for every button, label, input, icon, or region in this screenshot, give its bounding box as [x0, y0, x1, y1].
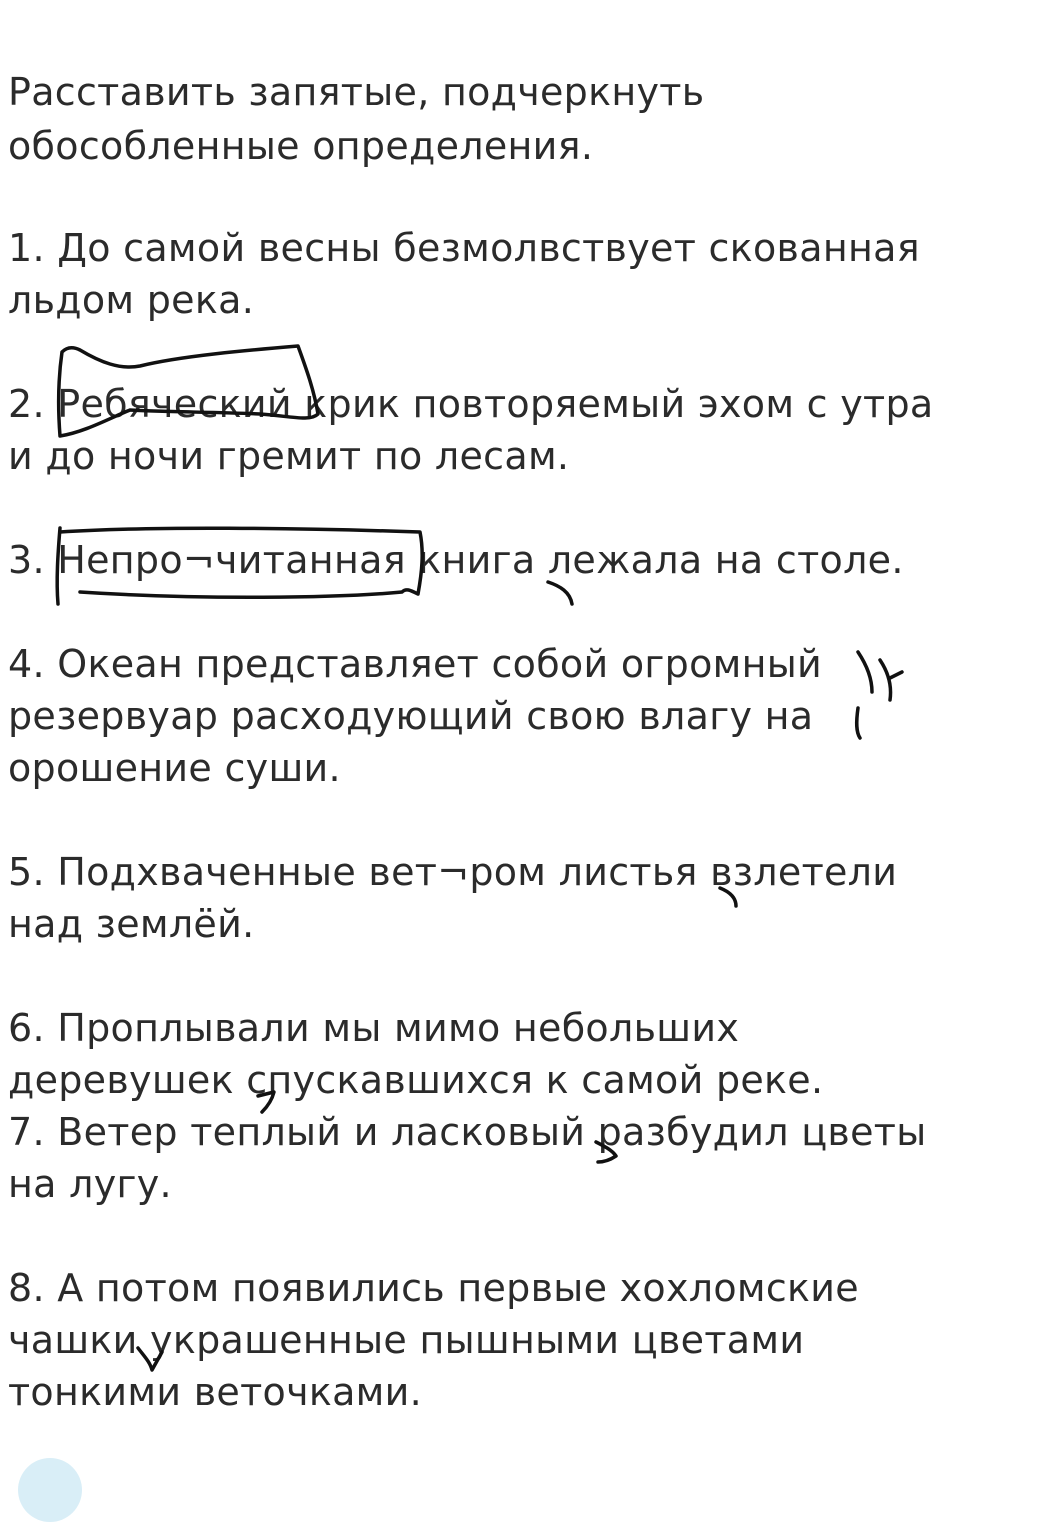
sentence-7-line-1: 7. Ветер теплый и ласковый разбудил цветы: [8, 1110, 927, 1154]
instruction-line-2: обособленные определения.: [8, 124, 594, 168]
annotation-comma-4c: [890, 672, 902, 678]
sentence-6-line-1: 6. Проплывали мы мимо небольших: [8, 1006, 740, 1050]
sentence-7-line-2: на лугу.: [8, 1162, 172, 1206]
sentence-4-line-2: резервуар расходующий свою влагу на: [8, 694, 814, 738]
sentence-8-line-2: чашки украшенные пышными цветами: [8, 1318, 805, 1362]
sentence-5-line-1: 5. Подхваченные вет¬ром листья взлетели: [8, 850, 898, 894]
annotation-comma-4b: [880, 660, 891, 700]
sentence-6-line-2: деревушек спускавшихся к самой реке.: [8, 1058, 824, 1102]
sentence-2-line-1: 2. Ребяческий крик повторяемый эхом с утра: [8, 382, 934, 426]
sentence-5-line-2: над землёй.: [8, 902, 255, 946]
annotation-comma-4a: [858, 652, 872, 692]
sentence-4-line-3: орошение суши.: [8, 746, 341, 790]
annotation-comma-4d: [857, 708, 860, 738]
sentence-8-line-1: 8. А потом появились первые хохломские: [8, 1266, 859, 1310]
sentence-2-line-2: и до ночи гремит по лесам.: [8, 434, 570, 478]
sentence-1-line-2: льдом река.: [8, 278, 255, 322]
sentence-8-line-3: тонкими веточками.: [8, 1370, 423, 1414]
instruction-line-1: Расставить запятые, подчеркнуть: [8, 70, 705, 114]
sentence-3-line-1: 3. Непро¬читанная книга лежала на столе.: [8, 538, 904, 582]
sentence-1-line-1: 1. До самой весны безмолвствует скованная: [8, 226, 920, 270]
sentence-4-line-1: 4. Океан представляет собой огромный: [8, 642, 823, 686]
